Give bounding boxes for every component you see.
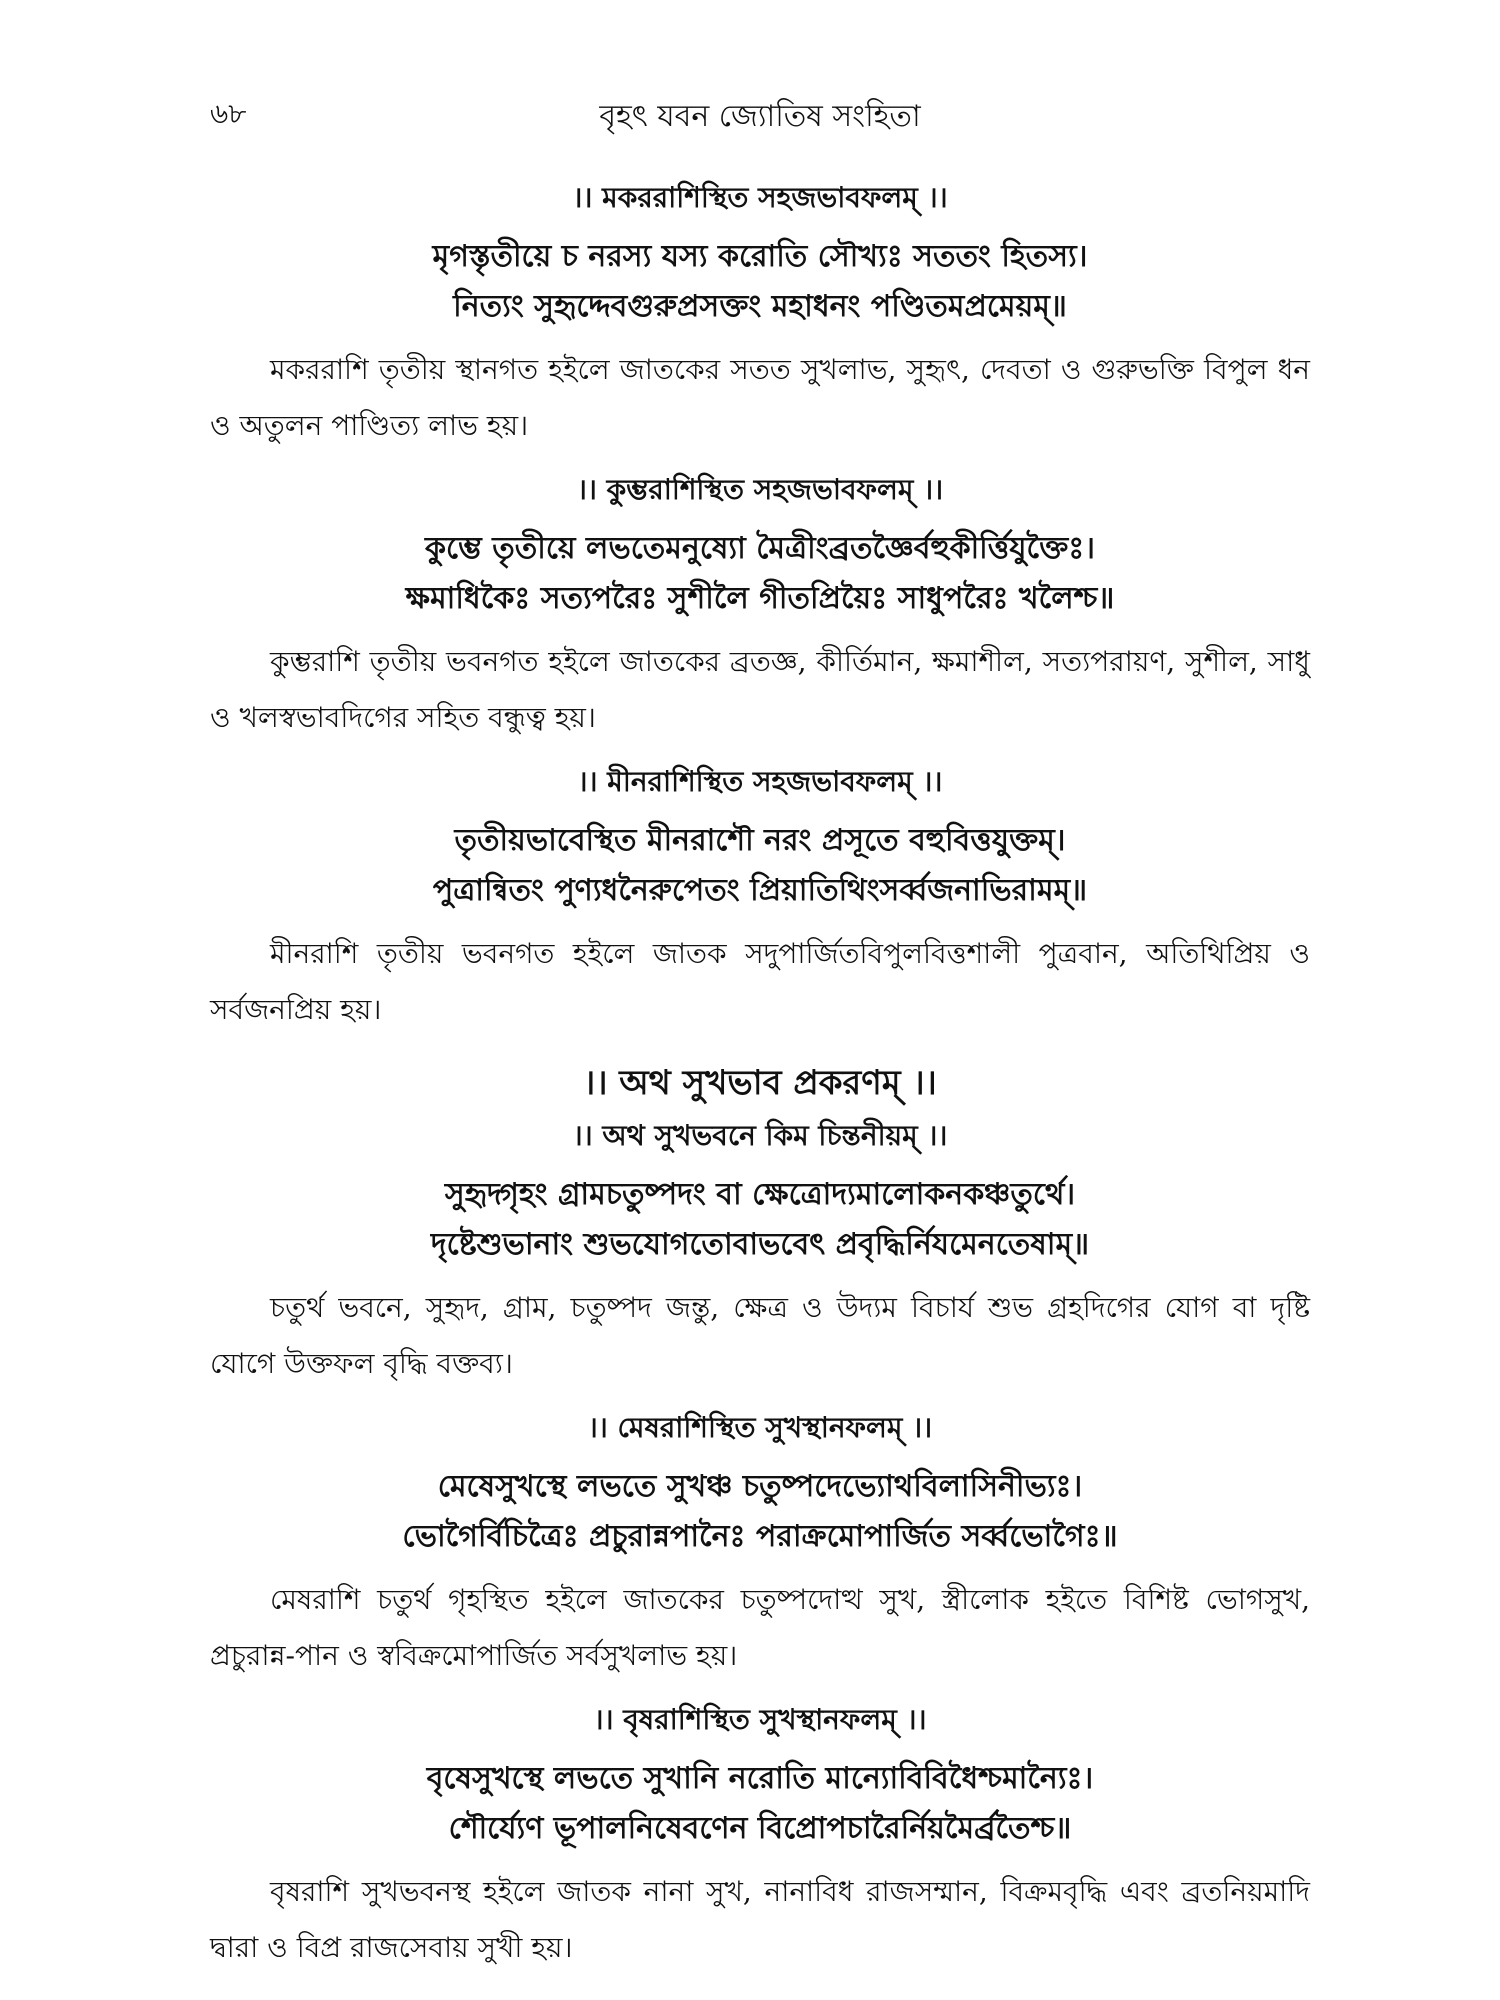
sanskrit-verse bbox=[210, 1462, 1310, 1562]
page-content bbox=[210, 178, 1310, 1992]
section-heading: ।। অথ সুখভবনে কিম চিন্তনীয়ম্ ।। bbox=[572, 1119, 948, 1152]
running-header bbox=[210, 92, 1310, 132]
bengali-commentary: চতুর্থ ভবনে, সুহৃদ, গ্রাম, চতুষ্পদ জন্তু, ক্ষেত্র ও উদ্যম বিচার্য শুভ গ্রহদিগের যোগ বা দৃষ্টি যোগে উক্তফল বৃদ্ধি বক্তব্য। bbox=[210, 1291, 1310, 1380]
verse-line: শৌর্য্যেণ ভূপালনিষেবণেন বিপ্রোপচারৈর্নিয়মৈর্ব্রতৈশ্চ॥ bbox=[448, 1811, 1072, 1846]
section-heading: ।। মেষরাশিস্থিত সুখস্থানফলম্ ।। bbox=[587, 1411, 933, 1444]
verse-line: কুম্ভে তৃতীয়ে লভতেমনুষ্যো মৈত্রীংব্রতজ্ঞৈর্বহুকীর্ত্তিযুক্তৈঃ। bbox=[425, 531, 1095, 566]
sanskrit-verse bbox=[210, 232, 1310, 332]
page-number: ৬৮ bbox=[210, 97, 247, 130]
section-chapter-intro bbox=[210, 1116, 1310, 1392]
sanskrit-verse bbox=[210, 524, 1310, 624]
bengali-commentary: মকররাশি তৃতীয় স্থানগত হইলে জাতকের সতত সুখলাভ, সুহৃৎ, দেবতা ও গুরুভক্তি বিপুল ধন ও অতুলন পাণ্ডিত্য লাভ হয়। bbox=[210, 353, 1310, 442]
bengali-commentary: বৃষরাশি সুখভবনস্থ হইলে জাতক নানা সুখ, নানাবিধ রাজসম্মান, বিক্রমবৃদ্ধি এবং ব্রতনিয়মাদি দ্বারা ও বিপ্র রাজসেবায় সুখী হয়। bbox=[210, 1875, 1310, 1964]
book-title: বৃহৎ যবন জ্যোতিষ সংহিতা bbox=[599, 99, 921, 134]
bengali-commentary: মেষরাশি চতুর্থ গৃহস্থিত হইলে জাতকের চতুষ্পদোত্থ সুখ, স্ত্রীলোক হইতে বিশিষ্ট ভোগসুখ, প্রচুরান্ন-পান ও স্ববিক্রমোপার্জিত সর্বসুখলাভ হয়। bbox=[210, 1583, 1310, 1672]
verse-line: দৃষ্টেশুভানাং শুভযোগতোবাভবেৎ প্রবৃদ্ধির্নিযমেনতেষাম্॥ bbox=[430, 1227, 1090, 1262]
verse-line: সুহৃদ্গৃহং গ্রামচতুষ্পদং বা ক্ষেত্রোদ্যমালোকনকঞ্চতুর্থে। bbox=[444, 1177, 1076, 1212]
section-kumbha bbox=[210, 470, 1310, 746]
sanskrit-verse bbox=[210, 1170, 1310, 1270]
verse-line: ক্ষমাধিকৈঃ সত্যপরৈঃ সুশীলৈ গীতপ্রিয়ৈঃ সাধুপরৈঃ খলৈশ্চ॥ bbox=[405, 581, 1115, 616]
verse-line: পুত্রান্বিতং পুণ্যধনৈরুপেতং প্রিয়াতিথিংসর্ব্বজনাভিরামম্॥ bbox=[432, 873, 1088, 908]
section-heading: ।। মকররাশিস্থিত সহজভাবফলম্ ।। bbox=[572, 181, 948, 214]
sanskrit-verse bbox=[210, 1754, 1310, 1854]
section-vrisha bbox=[210, 1700, 1310, 1976]
verse-line: বৃষেসুখস্থে লভতে সুখানি নরোতি মান্যোবিবিধৈশ্চমান্যৈঃ। bbox=[426, 1761, 1094, 1796]
bengali-commentary: মীনরাশি তৃতীয় ভবনগত হইলে জাতক সদুপার্জিতবিপুলবিত্তশালী পুত্রবান, অতিথিপ্রিয় ও সর্বজনপ্রিয় হয়। bbox=[210, 937, 1310, 1026]
section-heading: ।। মীনরাশিস্থিত সহজভাবফলম্ ।। bbox=[577, 765, 943, 798]
section-heading: ।। বৃষরাশিস্থিত সুখস্থানফলম্ ।। bbox=[593, 1703, 927, 1736]
bengali-commentary: কুম্ভরাশি তৃতীয় ভবনগত হইলে জাতকের ব্রতজ্ঞ, কীর্তিমান, ক্ষমাশীল, সত্যপরায়ণ, সুশীল, সাধু ও খলস্বভাবদিগের সহিত বন্ধুত্ব হয়। bbox=[210, 645, 1310, 734]
sanskrit-verse bbox=[210, 816, 1310, 916]
verse-line: তৃতীয়ভাবেস্থিত মীনরাশৌ নরং প্রসূতে বহুবিত্তযুক্তম্। bbox=[454, 823, 1066, 858]
verse-line: নিত্যং সুহৃদ্দেবগুরুপ্রসক্তং মহাধনং পণ্ডিতমপ্রমেয়ম্॥ bbox=[453, 289, 1067, 324]
verse-line: ভোগৈর্বিচিত্রৈঃ প্রচুরান্নপানৈঃ পরাক্রমোপার্জিত সর্ব্বভোগৈঃ॥ bbox=[402, 1519, 1118, 1554]
section-mesha bbox=[210, 1408, 1310, 1684]
section-makara bbox=[210, 178, 1310, 454]
chapter-title: ।। অথ সুখভাব প্রকরণম্ ।। bbox=[583, 1063, 937, 1103]
verse-line: মৃগস্তৃতীয়ে চ নরস্য যস্য করোতি সৌখ্যঃ সততং হিতস্য। bbox=[432, 239, 1088, 274]
section-heading: ।। কুম্ভরাশিস্থিত সহজভাবফলম্ ।। bbox=[576, 473, 944, 506]
section-meena bbox=[210, 762, 1310, 1038]
verse-line: মেষেসুখস্থে লভতে সুখঞ্চ চতুষ্পদেভ্যোথবিলাসিনীভ্যঃ। bbox=[437, 1469, 1083, 1504]
